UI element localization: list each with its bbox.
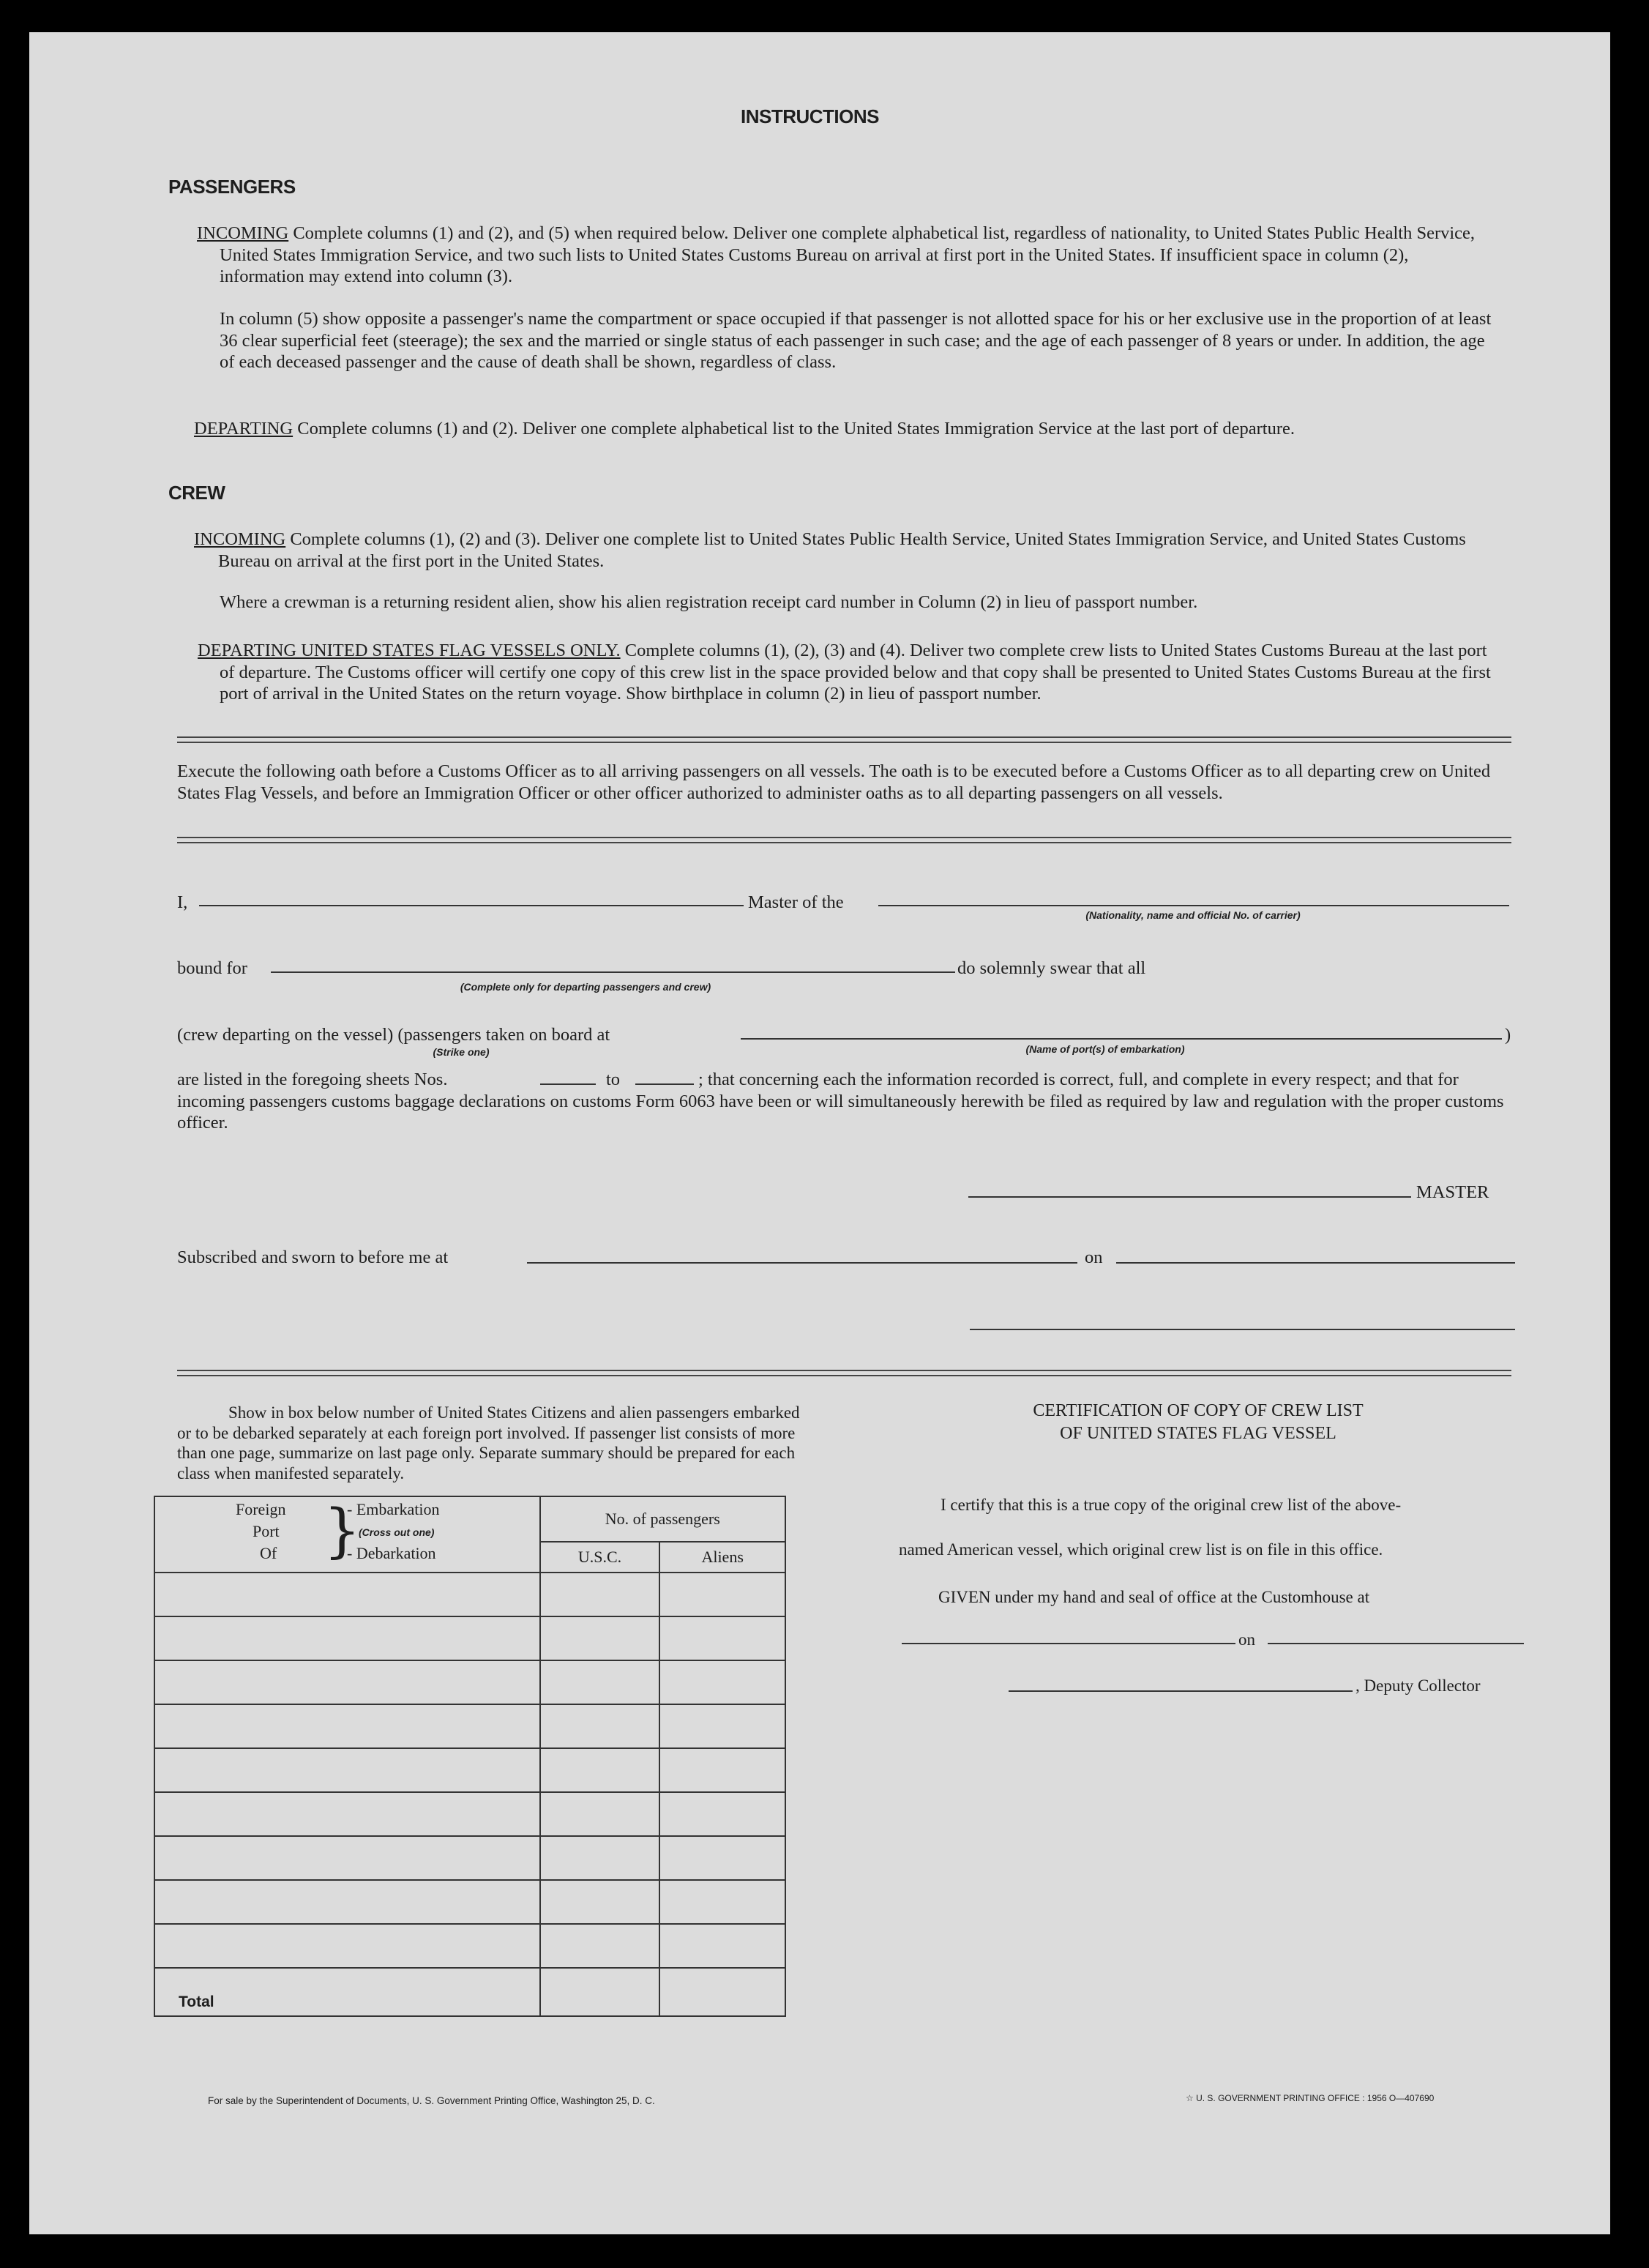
debarkation-option[interactable]: - Debarkation xyxy=(347,1544,436,1562)
aliens-header xyxy=(659,1542,785,1573)
port-cell[interactable] xyxy=(154,1880,540,1924)
crew-resident: Where a crewman is a returning resident alien, show his alien registration receipt card number in Column (2) in lieu of passport number. xyxy=(220,592,1198,612)
sale-footer: For sale by the Superintendent of Documents, U. S. Government Printing Office, Washington 25, D. C. xyxy=(208,2095,655,2106)
crew-departing xyxy=(198,640,1497,705)
port-cell[interactable] xyxy=(154,1924,540,1968)
usc-cell[interactable] xyxy=(540,1660,660,1704)
aliens-cell[interactable] xyxy=(659,1924,785,1968)
port-cell[interactable] xyxy=(154,1573,540,1616)
bound-caption: (Complete only for departing passengers and crew) xyxy=(460,981,711,993)
aliens-cell[interactable] xyxy=(659,1748,785,1792)
crew-heading: CREW xyxy=(168,482,225,504)
port-header-cell xyxy=(154,1496,540,1573)
usc-cell[interactable] xyxy=(540,1573,660,1616)
passengers-heading: PASSENGERS xyxy=(168,176,296,198)
crew-departing-text: Complete columns (1), (2), (3) and (4). Deliver two complete crew lists to United States Customs Bureau at the last port of departure. The Customs officer will certify one copy of this crew list in the space provided below and that copy shall be presented to United States Customs Bureau at the first port of arrival in the United States on the return voyage. Show birthplace in column (2) in lieu of passport number. xyxy=(220,641,1491,704)
divider xyxy=(177,1370,1511,1376)
table-row xyxy=(154,1880,785,1924)
certify-line-2: named American vessel, which original crew list is on file in this office. xyxy=(899,1540,1383,1559)
strike-caption: (Strike one) xyxy=(433,1046,490,1058)
passengers-incoming xyxy=(197,223,1497,288)
swear-label: do solemnly swear that all xyxy=(957,958,1146,978)
aliens-cell[interactable] xyxy=(659,1573,785,1616)
deputy-collector-label: , Deputy Collector xyxy=(1356,1676,1481,1695)
passenger-summary-table xyxy=(154,1496,786,2017)
passengers-incoming-text: Complete columns (1) and (2), and (5) when required below. Deliver one complete alphabetical list, regardless of nationality, to United States Public Health Service, United States Immigration Service, and two such lists to United States Customs Bureau on arrival at first port in the United States. If insufficient space in column (2), information may extend into column (3). xyxy=(220,223,1476,286)
usc-total-cell[interactable] xyxy=(540,1968,660,2016)
aliens-cell[interactable] xyxy=(659,1792,785,1836)
port-cell[interactable] xyxy=(154,1704,540,1748)
passengers-departing-label: DEPARTING xyxy=(194,419,293,439)
embarkation-option[interactable]: - Embarkation xyxy=(347,1500,440,1518)
total-row xyxy=(154,1968,785,2016)
given-text: GIVEN under my hand and seal of office at the Customhouse at xyxy=(938,1588,1370,1606)
table-row xyxy=(154,1748,785,1792)
master-name-field[interactable] xyxy=(199,905,744,906)
gpo-footer: ☆ U. S. GOVERNMENT PRINTING OFFICE : 1956 O—407690 xyxy=(1186,2093,1435,2103)
crew-departing-label: DEPARTING UNITED STATES FLAG VESSELS ONLY. xyxy=(198,641,621,660)
table-row xyxy=(154,1616,785,1660)
crew-incoming xyxy=(194,529,1495,572)
divider xyxy=(177,837,1511,843)
carrier-caption: (Nationality, name and official No. of carrier) xyxy=(1085,909,1301,921)
total-label-cell xyxy=(154,1968,540,2016)
sworn-place-field[interactable] xyxy=(527,1262,1077,1264)
crew-passengers-label: (crew departing on the vessel) (passengers taken on board at xyxy=(177,1025,610,1045)
crew-incoming-label: INCOMING xyxy=(194,529,286,549)
port-cell[interactable] xyxy=(154,1748,540,1792)
crew-incoming-text: Complete columns (1), (2) and (3). Deliver one complete list to United States Public Health Service, United States Immigration Service, and United States Customs Bureau on arrival at the first port in the United States. xyxy=(218,529,1466,571)
port-cell[interactable] xyxy=(154,1836,540,1880)
table-row xyxy=(154,1924,785,1968)
sheets-label: are listed in the foregoing sheets Nos. xyxy=(177,1070,448,1089)
passengers-column5: In column (5) show opposite a passenger's name the compartment or space occupied if that passenger is not allotted space for his or her exclusive use in the proportion of at least 36 clear superficial feet (steerage); the sex and the married or single status of each passenger in such case; and the age of each passenger of 8 years or under. In addition, the age of each deceased passenger and the cause of death shall be shown, regardless of class. xyxy=(220,309,1492,372)
sworn-date-field[interactable] xyxy=(1116,1262,1515,1264)
to-label: to xyxy=(606,1070,621,1089)
oath-listed-text xyxy=(177,1069,1509,1134)
page-title: INSTRUCTIONS xyxy=(741,105,879,127)
certification-title-2: OF UNITED STATES FLAG VESSEL xyxy=(1060,1424,1336,1443)
table-row xyxy=(154,1836,785,1880)
aliens-cell[interactable] xyxy=(659,1660,785,1704)
cross-out-caption: (Cross out one) xyxy=(359,1526,435,1538)
no-passengers-label: No. of passengers xyxy=(605,1510,720,1528)
aliens-label: Aliens xyxy=(701,1548,744,1566)
aliens-total-cell[interactable] xyxy=(659,1968,785,2016)
table-row xyxy=(154,1704,785,1748)
master-of-label: Master of the xyxy=(748,892,844,912)
usc-cell[interactable] xyxy=(540,1836,660,1880)
usc-cell[interactable] xyxy=(540,1792,660,1836)
bound-for-field[interactable] xyxy=(271,971,955,973)
summary-instruction: Show in box below number of United States Citizens and alien passengers embarked or to be debarked separately at each foreign port involved. If passenger list consists of more than one page, summarize on last page only. Separate summary should be prepared for each class when manifested separately. xyxy=(177,1403,800,1482)
oath-listed-span: ; that concerning each the information recorded is correct, full, and complete in every respect; and that for incoming passengers customs baggage declarations on customs Form 6063 have been or will simultaneously herewith be filed as required by law and regulation with the proper customs officer. xyxy=(177,1070,1504,1133)
table-row xyxy=(154,1573,785,1616)
master-signature-field[interactable] xyxy=(968,1196,1411,1198)
usc-cell[interactable] xyxy=(540,1616,660,1660)
passengers-departing-text: Complete columns (1) and (2). Deliver one complete alphabetical list to the United States Immigration Service at the last port of departure. xyxy=(293,419,1295,439)
certification-title-1: CERTIFICATION OF COPY OF CREW LIST xyxy=(1033,1401,1364,1420)
table-row xyxy=(154,1660,785,1704)
bound-for-label: bound for xyxy=(177,958,247,978)
customhouse-field[interactable] xyxy=(902,1643,1235,1644)
port-label: Port xyxy=(253,1522,280,1540)
usc-cell[interactable] xyxy=(540,1880,660,1924)
cert-date-field[interactable] xyxy=(1268,1643,1524,1644)
brace-icon: } xyxy=(324,1496,361,1564)
usc-cell[interactable] xyxy=(540,1748,660,1792)
sworn-on-label: on xyxy=(1085,1247,1103,1267)
of-label: Of xyxy=(260,1544,277,1562)
master-label: MASTER xyxy=(1416,1182,1489,1202)
aliens-cell[interactable] xyxy=(659,1836,785,1880)
port-cell[interactable] xyxy=(154,1616,540,1660)
total-label: Total xyxy=(179,1993,214,2010)
usc-cell[interactable] xyxy=(540,1924,660,1968)
close-paren: ) xyxy=(1505,1025,1511,1045)
aliens-cell[interactable] xyxy=(659,1704,785,1748)
certify-line-1: I certify that this is a true copy of the original crew list of the above- xyxy=(941,1496,1402,1514)
oath-instruction: Execute the following oath before a Customs Officer as to all arriving passengers on all vessels. The oath is to be executed before a Customs Officer as to all departing crew on United States Flag Vessels, and before an Immigration Officer or other officer authorized to administer oaths as to all departing passengers on all vessels. xyxy=(177,761,1491,803)
subscribed-label: Subscribed and sworn to before me at xyxy=(177,1247,449,1267)
no-passengers-header xyxy=(540,1496,785,1542)
carrier-field[interactable] xyxy=(878,905,1509,906)
officer-signature-field[interactable] xyxy=(970,1329,1515,1330)
passengers-incoming-label: INCOMING xyxy=(197,223,289,243)
ports-caption: (Name of port(s) of embarkation) xyxy=(1025,1043,1185,1055)
passengers-departing xyxy=(194,418,1495,440)
usc-header xyxy=(540,1542,660,1573)
usc-cell[interactable] xyxy=(540,1704,660,1748)
port-cell[interactable] xyxy=(154,1660,540,1704)
deputy-collector-field[interactable] xyxy=(1009,1690,1353,1692)
port-cell[interactable] xyxy=(154,1792,540,1836)
aliens-cell[interactable] xyxy=(659,1880,785,1924)
aliens-cell[interactable] xyxy=(659,1616,785,1660)
oath-i-label: I, xyxy=(177,892,188,912)
divider xyxy=(177,736,1511,743)
embarkation-ports-field[interactable] xyxy=(741,1038,1502,1040)
cert-on-label: on xyxy=(1238,1630,1255,1649)
foreign-label: Foreign xyxy=(236,1500,286,1518)
usc-label: U.S.C. xyxy=(577,1548,622,1566)
table-row xyxy=(154,1792,785,1836)
